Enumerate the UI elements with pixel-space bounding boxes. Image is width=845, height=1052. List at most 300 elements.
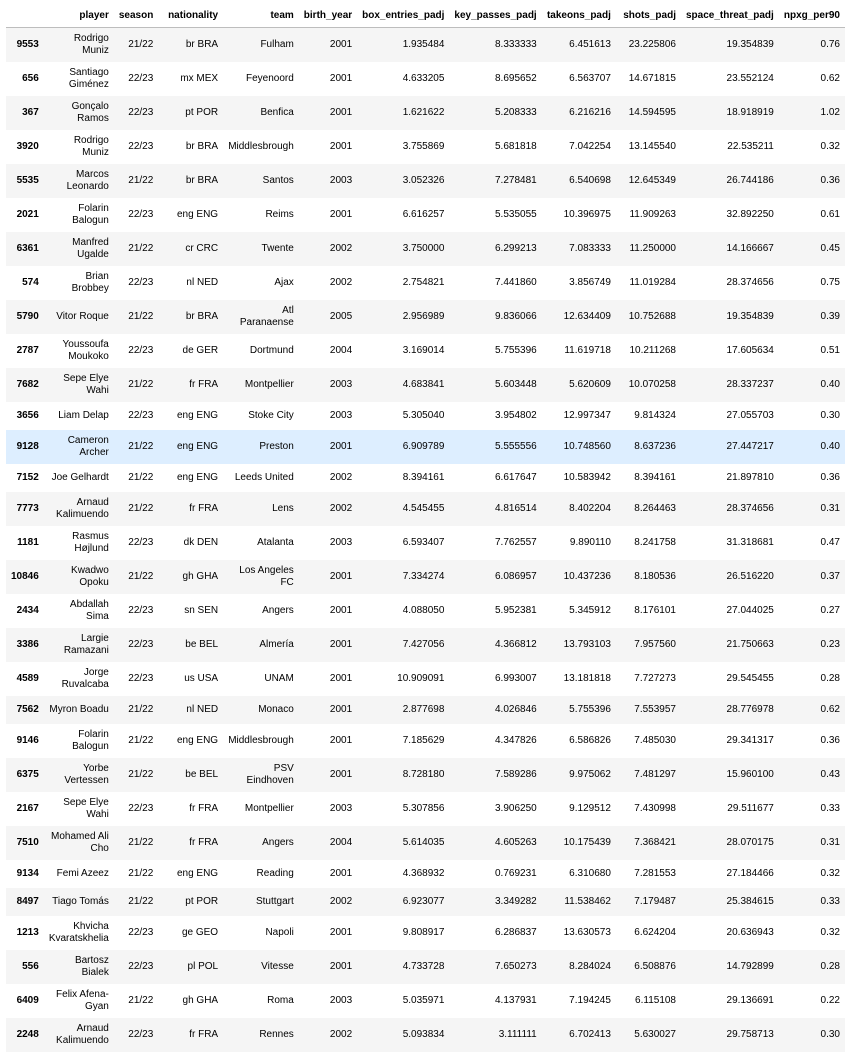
player-cell: Abdallah Sima	[69, 598, 109, 622]
table-row	[6, 266, 845, 300]
takeons-cell: 10.437236	[563, 570, 611, 582]
box-entries-cell: 5.093834	[402, 1028, 445, 1040]
season-cell: 21/22	[128, 502, 154, 514]
space-threat-cell: 26.744186	[726, 174, 774, 186]
key-passes-cell: 3.954802	[494, 409, 537, 421]
space-threat-cell: 20.636943	[726, 926, 774, 938]
shots-cell: 7.281553	[634, 867, 676, 879]
player-cell: Brian Brobbey	[71, 270, 109, 294]
nationality-cell: sn SEN	[184, 604, 219, 616]
table-row	[6, 96, 845, 130]
box-entries-cell: 4.633205	[402, 72, 445, 84]
row-index: 7510	[16, 836, 39, 848]
player-cell: Felix Afena-Gyan	[56, 988, 109, 1012]
box-entries-cell: 5.307856	[402, 802, 445, 814]
birth-year-cell: 2001	[329, 38, 353, 50]
npxg-cell: 0.51	[820, 344, 840, 356]
column-header-index	[6, 4, 44, 28]
table-row	[6, 62, 845, 96]
shots-cell: 8.637236	[634, 440, 676, 452]
space-threat-cell: 29.758713	[726, 1028, 774, 1040]
key-passes-cell: 5.208333	[494, 106, 537, 118]
space-threat-cell: 29.545455	[726, 672, 774, 684]
season-cell: 21/22	[128, 38, 154, 50]
nationality-cell: us USA	[184, 672, 219, 684]
nationality-cell: nl NED	[186, 276, 219, 288]
npxg-cell: 0.28	[820, 672, 840, 684]
season-cell: 22/23	[128, 72, 154, 84]
takeons-cell: 10.175439	[563, 836, 611, 848]
takeons-cell: 10.583942	[563, 471, 611, 483]
table-row	[6, 130, 845, 164]
box-entries-cell: 3.750000	[402, 242, 445, 254]
takeons-cell: 3.856749	[569, 276, 611, 288]
shots-cell: 10.752688	[628, 310, 676, 322]
birth-year-cell: 2002	[329, 471, 353, 483]
table-row	[6, 984, 845, 1018]
player-cell: Arnaud Kalimuendo	[56, 496, 109, 520]
birth-year-cell: 2003	[329, 802, 353, 814]
player-cell: Rasmus Højlund	[72, 530, 109, 554]
player-cell: Myron Boadu	[49, 703, 109, 715]
birth-year-cell: 2004	[329, 836, 353, 848]
shots-cell: 6.508876	[634, 960, 676, 972]
npxg-cell: 0.23	[820, 638, 840, 650]
team-cell: Los Angeles FC	[239, 564, 294, 588]
npxg-cell: 0.30	[820, 1028, 840, 1040]
box-entries-cell: 2.956989	[402, 310, 445, 322]
key-passes-cell: 3.349282	[494, 895, 537, 907]
table-row	[6, 464, 845, 492]
season-cell: 21/22	[128, 836, 154, 848]
takeons-cell: 9.975062	[569, 768, 611, 780]
header-row	[6, 4, 845, 28]
season-cell: 21/22	[128, 242, 154, 254]
team-cell: UNAM	[264, 672, 294, 684]
shots-cell: 6.115108	[635, 994, 676, 1006]
space-threat-cell: 17.605634	[726, 344, 774, 356]
shots-cell: 7.553957	[634, 703, 676, 715]
shots-cell: 7.481297	[634, 768, 676, 780]
season-cell: 22/23	[128, 604, 154, 616]
birth-year-cell: 2001	[329, 926, 353, 938]
npxg-cell: 0.47	[820, 536, 840, 548]
nationality-cell: pt POR	[185, 106, 219, 118]
takeons-cell: 13.181818	[563, 672, 611, 684]
space-threat-cell: 15.960100	[726, 768, 774, 780]
table-row	[6, 402, 845, 430]
table-row	[6, 560, 845, 594]
column-header-nationality: nationality	[158, 4, 223, 28]
birth-year-cell: 2001	[329, 72, 353, 84]
table-row	[6, 628, 845, 662]
npxg-cell: 0.40	[820, 440, 840, 452]
table-row	[6, 888, 845, 916]
npxg-cell: 0.36	[820, 734, 840, 746]
shots-cell: 23.225806	[628, 38, 676, 50]
key-passes-cell: 4.816514	[494, 502, 537, 514]
shots-cell: 5.630027	[634, 1028, 676, 1040]
team-cell: Atalanta	[257, 536, 294, 548]
key-passes-cell: 5.952381	[494, 604, 537, 616]
key-passes-cell: 7.278481	[494, 174, 537, 186]
nationality-cell: nl NED	[186, 703, 219, 715]
season-cell: 22/23	[128, 276, 154, 288]
npxg-cell: 0.62	[820, 72, 840, 84]
team-cell: Fulham	[260, 38, 294, 50]
box-entries-cell: 2.877698	[402, 703, 445, 715]
player-cell: Gonçalo Ramos	[71, 100, 109, 124]
row-index: 1181	[17, 536, 39, 548]
space-threat-cell: 28.337237	[726, 378, 774, 390]
key-passes-cell: 6.993007	[494, 672, 537, 684]
shots-cell: 12.645349	[628, 174, 676, 186]
row-index: 574	[22, 276, 39, 288]
space-threat-cell: 19.354839	[726, 310, 774, 322]
key-passes-cell: 4.026846	[494, 703, 537, 715]
takeons-cell: 12.634409	[563, 310, 611, 322]
nationality-cell: br BRA	[185, 140, 219, 152]
row-index: 4589	[16, 672, 39, 684]
row-index: 9128	[16, 440, 39, 452]
key-passes-cell: 3.906250	[494, 802, 537, 814]
row-index: 3920	[16, 140, 39, 152]
table-row	[6, 662, 845, 696]
season-cell: 22/23	[128, 926, 154, 938]
takeons-cell: 5.345912	[569, 604, 611, 616]
birth-year-cell: 2002	[329, 502, 353, 514]
season-cell: 22/23	[128, 140, 154, 152]
season-cell: 21/22	[128, 471, 154, 483]
birth-year-cell: 2003	[329, 378, 353, 390]
box-entries-cell: 4.545455	[402, 502, 445, 514]
row-index: 10846	[11, 570, 39, 582]
team-cell: Middlesbrough	[228, 140, 294, 152]
shots-cell: 9.814324	[634, 409, 676, 421]
row-index: 1213	[16, 926, 39, 938]
space-threat-cell: 32.892250	[726, 208, 774, 220]
row-index: 367	[22, 106, 39, 118]
shots-cell: 7.368421	[634, 836, 676, 848]
space-threat-cell: 22.535211	[727, 140, 774, 152]
player-cell: Mohamed Ali Cho	[51, 830, 109, 854]
shots-cell: 11.019284	[629, 276, 676, 288]
shots-cell: 11.250000	[629, 242, 676, 254]
row-index: 9146	[16, 734, 39, 746]
table-row	[6, 368, 845, 402]
team-cell: Napoli	[265, 926, 294, 938]
team-cell: Stoke City	[248, 409, 294, 421]
npxg-cell: 0.33	[820, 895, 840, 907]
season-cell: 22/23	[128, 208, 154, 220]
column-header-birth-year: birth_year	[299, 4, 357, 28]
takeons-cell: 6.310680	[569, 867, 611, 879]
space-threat-cell: 25.384615	[726, 895, 774, 907]
column-header-npxg: npxg_per90	[779, 4, 845, 28]
season-cell: 22/23	[128, 106, 154, 118]
box-entries-cell: 5.305040	[402, 409, 445, 421]
team-cell: Monaco	[258, 703, 294, 715]
takeons-cell: 11.619718	[564, 344, 611, 356]
player-cell: Arnaud Kalimuendo	[56, 1022, 109, 1046]
team-cell: Lens	[272, 502, 294, 514]
table-row	[6, 594, 845, 628]
season-cell: 21/22	[128, 440, 154, 452]
birth-year-cell: 2001	[329, 703, 353, 715]
box-entries-cell: 6.909789	[402, 440, 445, 452]
shots-cell: 7.485030	[634, 734, 676, 746]
row-index: 2167	[16, 802, 39, 814]
space-threat-cell: 29.511677	[727, 802, 774, 814]
player-cell: Yorbe Vertessen	[64, 762, 109, 786]
key-passes-cell: 3.111111	[498, 1028, 537, 1040]
team-cell: PSV Eindhoven	[246, 762, 294, 786]
team-cell: Dortmund	[249, 344, 294, 356]
takeons-cell: 7.194245	[569, 994, 611, 1006]
shots-cell: 14.671815	[628, 72, 676, 84]
box-entries-cell: 6.923077	[402, 895, 445, 907]
season-cell: 22/23	[128, 344, 154, 356]
box-entries-cell: 4.088050	[402, 604, 445, 616]
shots-cell: 11.909263	[629, 208, 676, 220]
space-threat-cell: 28.374656	[726, 502, 774, 514]
space-threat-cell: 29.341317	[726, 734, 774, 746]
birth-year-cell: 2005	[329, 310, 353, 322]
takeons-cell: 6.702413	[569, 1028, 611, 1040]
shots-cell: 8.176101	[634, 604, 676, 616]
nationality-cell: eng ENG	[176, 734, 219, 746]
season-cell: 21/22	[128, 768, 154, 780]
npxg-cell: 0.36	[820, 174, 840, 186]
npxg-cell: 0.28	[820, 960, 840, 972]
row-index: 5790	[16, 310, 39, 322]
table-row	[6, 232, 845, 266]
team-cell: Almería	[259, 638, 294, 650]
table-row	[6, 1018, 845, 1052]
season-cell: 22/23	[128, 1028, 154, 1040]
team-cell: Angers	[262, 836, 294, 848]
season-cell: 21/22	[128, 867, 154, 879]
takeons-cell: 5.620609	[569, 378, 611, 390]
table-row	[6, 724, 845, 758]
birth-year-cell: 2001	[329, 768, 353, 780]
birth-year-cell: 2002	[329, 276, 353, 288]
nationality-cell: de GER	[182, 344, 219, 356]
season-cell: 22/23	[128, 536, 154, 548]
team-cell: Middlesbrough	[228, 734, 294, 746]
space-threat-cell: 28.374656	[726, 276, 774, 288]
npxg-cell: 1.02	[820, 106, 840, 118]
npxg-cell: 0.32	[820, 926, 840, 938]
table-row	[6, 792, 845, 826]
season-cell: 22/23	[128, 802, 154, 814]
player-cell: Femi Azeez	[56, 867, 109, 879]
column-header-key-passes: key_passes_padj	[449, 4, 541, 28]
row-index: 3386	[16, 638, 39, 650]
npxg-cell: 0.61	[820, 208, 840, 220]
takeons-cell: 10.748560	[563, 440, 611, 452]
team-cell: Stuttgart	[255, 895, 294, 907]
key-passes-cell: 8.333333	[494, 38, 537, 50]
takeons-cell: 7.083333	[569, 242, 611, 254]
team-cell: Feyenoord	[245, 72, 294, 84]
box-entries-cell: 6.593407	[402, 536, 445, 548]
nationality-cell: mx MEX	[180, 72, 219, 84]
box-entries-cell: 4.683841	[402, 378, 445, 390]
key-passes-cell: 5.555556	[494, 440, 537, 452]
npxg-cell: 0.40	[820, 378, 840, 390]
box-entries-cell: 1.621622	[402, 106, 445, 118]
team-cell: Leeds United	[234, 471, 294, 483]
player-cell: Tiago Tomás	[52, 895, 109, 907]
takeons-cell: 6.451613	[569, 38, 611, 50]
season-cell: 22/23	[128, 672, 154, 684]
nationality-cell: eng ENG	[176, 471, 219, 483]
npxg-cell: 0.33	[820, 802, 840, 814]
takeons-cell: 6.586826	[569, 734, 611, 746]
season-cell: 21/22	[128, 174, 154, 186]
season-cell: 21/22	[128, 703, 154, 715]
shots-cell: 10.070258	[628, 378, 676, 390]
birth-year-cell: 2001	[329, 734, 353, 746]
shots-cell: 8.180536	[634, 570, 676, 582]
space-threat-cell: 21.750663	[726, 638, 774, 650]
birth-year-cell: 2002	[329, 1028, 353, 1040]
table-row	[6, 950, 845, 984]
team-cell: Benfica	[260, 106, 294, 118]
takeons-cell: 7.042254	[569, 140, 611, 152]
player-cell: Folarin Balogun	[72, 728, 109, 752]
table-row	[6, 526, 845, 560]
nationality-cell: fr FRA	[189, 378, 219, 390]
space-threat-cell: 27.184466	[726, 867, 774, 879]
season-cell: 21/22	[128, 378, 154, 390]
table-row	[6, 916, 845, 950]
table-row	[6, 860, 845, 888]
shots-cell: 7.179487	[634, 895, 676, 907]
season-cell: 22/23	[128, 638, 154, 650]
player-cell: Folarin Balogun	[72, 202, 109, 226]
box-entries-cell: 5.035971	[402, 994, 445, 1006]
takeons-cell: 9.129512	[569, 802, 611, 814]
box-entries-cell: 1.935484	[402, 38, 445, 50]
key-passes-cell: 5.755396	[494, 344, 537, 356]
column-header-space-threat: space_threat_padj	[681, 4, 779, 28]
nationality-cell: be BEL	[185, 638, 219, 650]
space-threat-cell: 29.136691	[726, 994, 774, 1006]
player-cell: Manfred Ugalde	[72, 236, 109, 260]
nationality-cell: br BRA	[185, 174, 219, 186]
table-row	[6, 492, 845, 526]
nationality-cell: fr FRA	[189, 502, 219, 514]
row-index: 2787	[16, 344, 39, 356]
space-threat-cell: 27.044025	[726, 604, 774, 616]
npxg-cell: 0.62	[820, 703, 840, 715]
player-cell: Santiago Giménez	[68, 66, 109, 90]
nationality-cell: fr FRA	[189, 836, 219, 848]
team-cell: Angers	[262, 604, 294, 616]
team-cell: Atl Paranaense	[239, 304, 294, 328]
nationality-cell: pl POL	[187, 960, 219, 972]
team-cell: Roma	[267, 994, 294, 1006]
box-entries-cell: 7.334274	[402, 570, 445, 582]
shots-cell: 13.145540	[628, 140, 676, 152]
player-cell: Bartosz Bialek	[74, 954, 109, 978]
npxg-cell: 0.36	[820, 471, 840, 483]
takeons-cell: 11.538462	[564, 895, 611, 907]
box-entries-cell: 7.427056	[402, 638, 445, 650]
column-header-takeons: takeons_padj	[542, 4, 616, 28]
season-cell: 21/22	[128, 570, 154, 582]
npxg-cell: 0.32	[820, 867, 840, 879]
row-index: 6361	[16, 242, 39, 254]
shots-cell: 7.727273	[634, 672, 676, 684]
birth-year-cell: 2001	[329, 604, 353, 616]
birth-year-cell: 2003	[329, 536, 353, 548]
space-threat-cell: 28.776978	[726, 703, 774, 715]
box-entries-cell: 6.616257	[402, 208, 445, 220]
space-threat-cell: 31.318681	[726, 536, 774, 548]
takeons-cell: 6.540698	[569, 174, 611, 186]
key-passes-cell: 5.681818	[494, 140, 537, 152]
npxg-cell: 0.45	[820, 242, 840, 254]
team-cell: Preston	[259, 440, 294, 452]
birth-year-cell: 2001	[329, 867, 353, 879]
season-cell: 22/23	[128, 409, 154, 421]
nationality-cell: cr CRC	[185, 242, 219, 254]
npxg-cell: 0.43	[820, 768, 840, 780]
npxg-cell: 0.39	[820, 310, 840, 322]
key-passes-cell: 6.286837	[494, 926, 537, 938]
space-threat-cell: 26.516220	[726, 570, 774, 582]
key-passes-cell: 0.769231	[494, 867, 537, 879]
row-index: 2021	[16, 208, 39, 220]
birth-year-cell: 2001	[329, 570, 353, 582]
key-passes-cell: 8.695652	[494, 72, 537, 84]
row-index: 7562	[16, 703, 39, 715]
npxg-cell: 0.31	[820, 502, 840, 514]
table-row	[6, 430, 845, 464]
nationality-cell: ge GEO	[181, 926, 219, 938]
nationality-cell: fr FRA	[189, 802, 219, 814]
table-row	[6, 826, 845, 860]
player-cell: Sepe Elye Wahi	[63, 796, 109, 820]
nationality-cell: fr FRA	[189, 1028, 219, 1040]
row-index: 556	[22, 960, 39, 972]
table-row	[6, 758, 845, 792]
space-threat-cell: 23.552124	[726, 72, 774, 84]
key-passes-cell: 4.366812	[494, 638, 537, 650]
season-cell: 21/22	[128, 310, 154, 322]
table-row	[6, 28, 845, 62]
season-cell: 21/22	[128, 994, 154, 1006]
box-entries-cell: 4.368932	[402, 867, 445, 879]
space-threat-cell: 27.447217	[726, 440, 774, 452]
box-entries-cell: 2.754821	[402, 276, 445, 288]
key-passes-cell: 5.535055	[494, 208, 537, 220]
row-index: 6375	[16, 768, 39, 780]
row-index: 7152	[16, 471, 39, 483]
key-passes-cell: 4.137931	[494, 994, 537, 1006]
npxg-cell: 0.32	[820, 140, 840, 152]
team-cell: Montpellier	[244, 802, 294, 814]
table-row	[6, 164, 845, 198]
nationality-cell: dk DEN	[183, 536, 219, 548]
nationality-cell: br BRA	[185, 38, 219, 50]
birth-year-cell: 2002	[329, 242, 353, 254]
birth-year-cell: 2003	[329, 174, 353, 186]
player-cell: Rodrigo Muniz	[73, 134, 109, 158]
